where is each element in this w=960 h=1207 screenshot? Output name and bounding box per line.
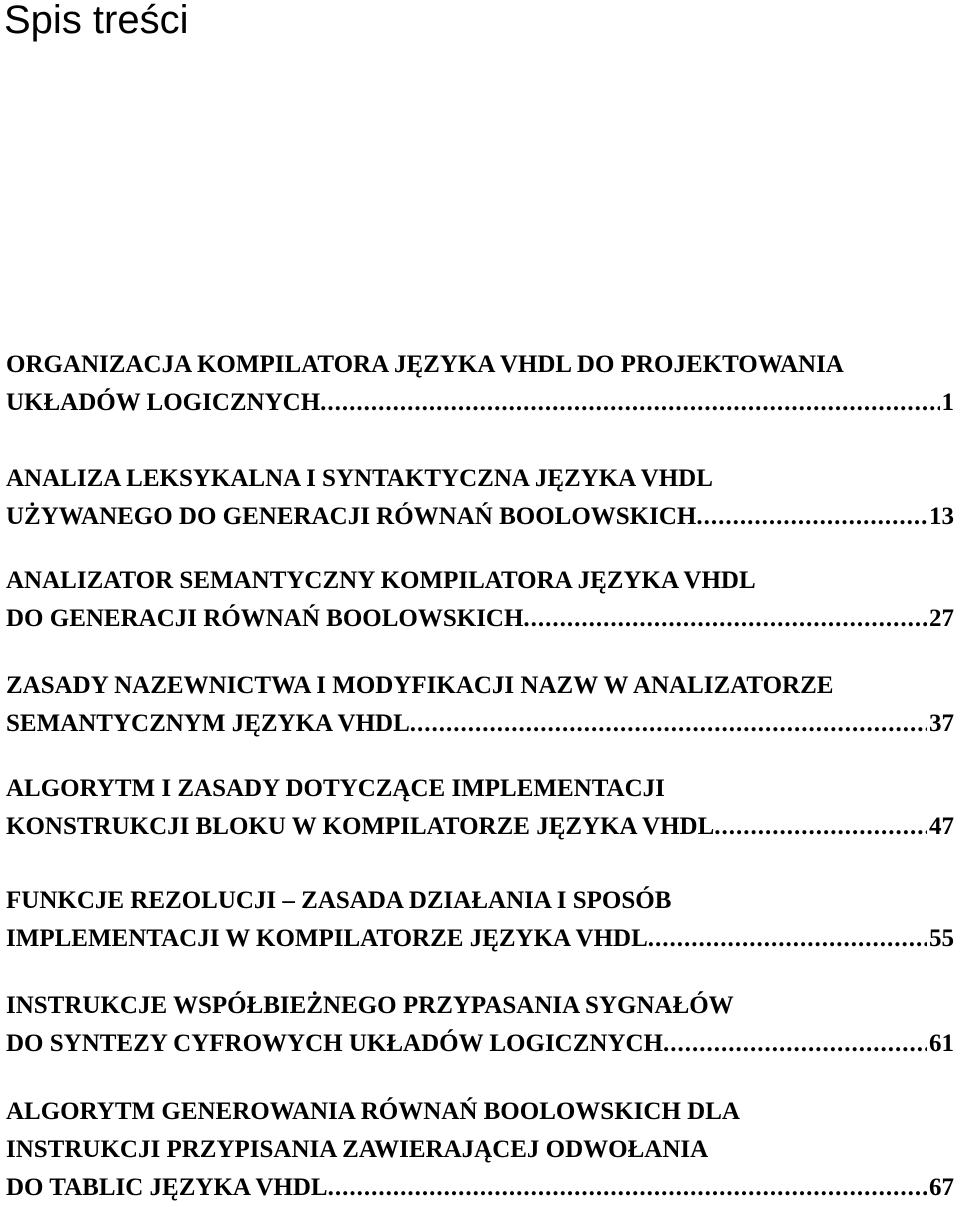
toc-entry[interactable] [6, 1093, 954, 1207]
toc-entry[interactable] [6, 460, 954, 536]
toc-entry-title-line: INSTRUKCJE WSPÓŁBIEŻNEGO PRZYPASANIA SYGNAŁÓW [6, 992, 734, 1019]
toc-entry-title-line: ORGANIZACJA KOMPILATORA JĘZYKA VHDL DO PROJEKTOWANIA [6, 351, 844, 378]
toc-entry-title-line: UKŁADÓW LOGICZNYCH [6, 389, 321, 416]
toc-entry[interactable] [6, 882, 954, 958]
toc-entry[interactable] [6, 667, 954, 743]
toc-page-number: 55 [929, 925, 954, 952]
dot-leader [648, 920, 927, 958]
toc-entry-title-line: DO SYNTEZY CYFROWYCH UKŁADÓW LOGICZNYCH [6, 1030, 664, 1057]
toc-page-number: 13 [929, 503, 954, 530]
dot-leader [523, 600, 927, 638]
page-title: Spis treści [4, 0, 189, 42]
toc-entry-title-line: ANALIZATOR SEMANTYCZNY KOMPILATORA JĘZYKA VHDL [6, 567, 756, 594]
toc-entry-title-line: IMPLEMENTACJI W KOMPILATORZE JĘZYKA VHDL [6, 925, 648, 952]
dot-leader [714, 808, 927, 846]
toc-page-number: 67 [929, 1174, 954, 1201]
dot-leader [663, 1025, 927, 1063]
toc-page-number: 47 [929, 813, 954, 840]
toc-entry-title-line: ALGORYTM GENEROWANIA RÓWNAŃ BOOLOWSKICH DLA [6, 1098, 740, 1125]
dot-leader [410, 705, 927, 743]
toc-entry-title-line: ALGORYTM I ZASADY DOTYCZĄCE IMPLEMENTACJI [6, 775, 665, 802]
toc-entry[interactable] [6, 987, 954, 1063]
toc-page-number: 61 [929, 1030, 954, 1057]
dot-leader [696, 498, 927, 536]
toc-entry-title-line: SEMANTYCZNYM JĘZYKA VHDL [6, 710, 410, 737]
toc-page-number: 1 [941, 389, 954, 416]
toc-entry-title-line: KONSTRUKCJI BLOKU W KOMPILATORZE JĘZYKA VHDL [6, 813, 715, 840]
toc-entry-title-line: DO GENERACJI RÓWNAŃ BOOLOWSKICH [6, 605, 524, 632]
toc-entry-title-line: ANALIZA LEKSYKALNA I SYNTAKTYCZNA JĘZYKA VHDL [6, 465, 713, 492]
dot-leader [328, 1169, 927, 1207]
toc-entry[interactable] [6, 562, 954, 638]
toc-entry-title-line: ZASADY NAZEWNICTWA I MODYFIKACJI NAZW W ANALIZATORZE [6, 672, 834, 699]
dot-leader [320, 384, 939, 422]
toc-entry-title-line: INSTRUKCJI PRZYPISANIA ZAWIERAJĄCEJ ODWOŁANIA [6, 1136, 709, 1163]
toc-entry-title-line: UŻYWANEGO DO GENERACJI RÓWNAŃ BOOLOWSKICH [6, 503, 697, 530]
toc-entry-title-line: DO TABLIC JĘZYKA VHDL [6, 1174, 328, 1201]
toc-page-number: 37 [929, 710, 954, 737]
toc-entry[interactable] [6, 770, 954, 846]
toc-entry[interactable] [6, 346, 954, 422]
toc-page-number: 27 [929, 605, 954, 632]
toc-entry-title-line: FUNKCJE REZOLUCJI – ZASADA DZIAŁANIA I SPOSÓB [6, 887, 672, 914]
